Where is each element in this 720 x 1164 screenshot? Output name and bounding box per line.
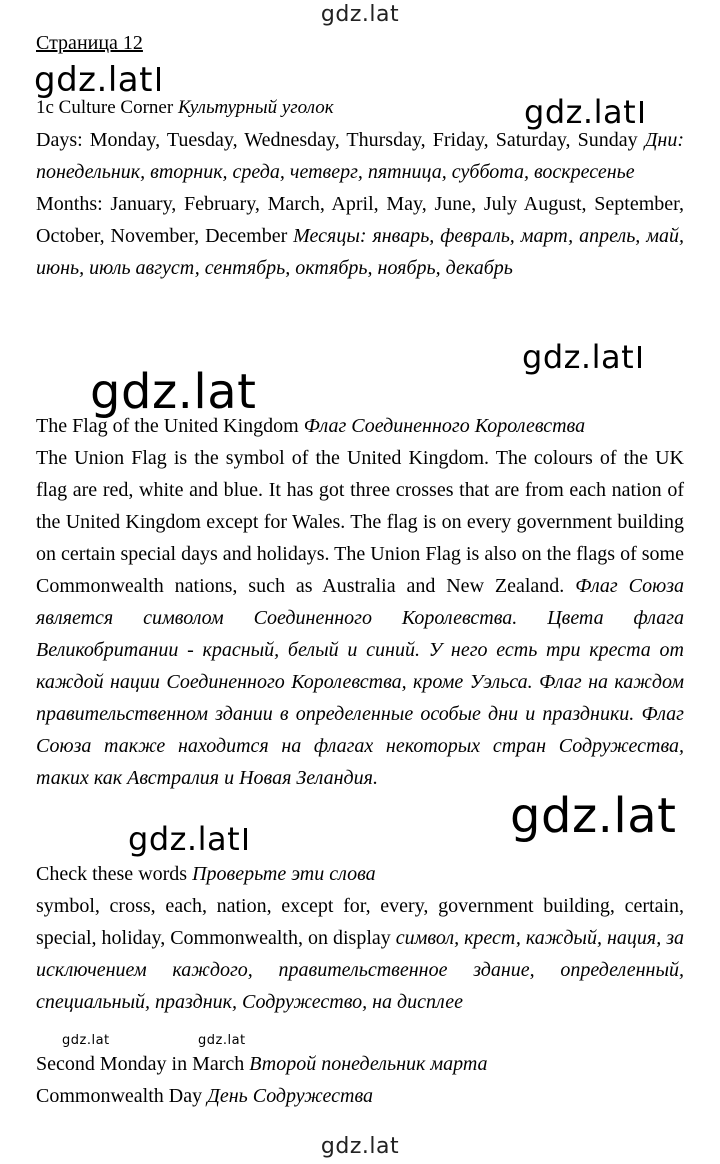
heading-en: The Flag of the United Kingdom xyxy=(36,415,299,437)
flag-text-en: The Union Flag is the symbol of the United Kingdom. The colours of the UK flag are red, white and blue. It has got three crosses that are from each nation of the United Kingdom except for Wales. The flag is on every government building on certain special days and holidays. The Union Flag is also on the flags of some Commonwealth nations, such as Australia and New Zealand. xyxy=(36,447,684,597)
page-title: Страница 12 xyxy=(36,32,143,54)
days-en: Days: Monday, Tuesday, Wednesday, Thursday, Friday, Saturday, Sunday xyxy=(36,129,638,151)
line2-ru: День Содружества xyxy=(207,1085,373,1107)
section-heading xyxy=(36,858,684,890)
watermark: gdz.lat xyxy=(90,364,257,420)
heading-ru: Культурный уголок xyxy=(177,97,334,118)
holiday-line xyxy=(36,1080,684,1112)
section-heading xyxy=(36,410,684,442)
watermark-bottom: gdz.lat xyxy=(320,1134,400,1159)
commonwealth-section xyxy=(36,1048,684,1112)
watermark-text: gdz.lat xyxy=(34,60,153,100)
months-paragraph xyxy=(36,188,684,284)
words-ru: символ, крест, каждый, нация, за исключением каждого, правительственное здание, определенный, специальный, праздник, Содружество, на дисплее xyxy=(36,927,685,1013)
watermark-small: gdz.lat xyxy=(198,1033,246,1048)
line1-en: Second Monday in March xyxy=(36,1053,245,1075)
heading-ru: Проверьте эти слова xyxy=(192,863,376,885)
watermark-text: gdz.lat xyxy=(128,820,241,858)
line1-ru: Второй понедельник марта xyxy=(249,1053,488,1075)
date-line xyxy=(36,1048,684,1080)
watermark xyxy=(522,338,641,376)
watermark-small: gdz.lat xyxy=(62,1033,110,1048)
watermark xyxy=(128,820,247,858)
flag-section xyxy=(36,410,684,794)
line2-en: Commonwealth Day xyxy=(36,1085,203,1107)
watermark-cursor-mark xyxy=(244,828,247,850)
watermark-cursor-mark xyxy=(638,346,641,368)
heading-en: 1c Culture Corner xyxy=(36,97,174,118)
watermark-top: gdz.lat xyxy=(320,2,400,27)
flag-paragraph xyxy=(36,442,684,794)
heading-ru: Флаг Соединенного Королевства xyxy=(303,415,586,437)
watermark: gdz.lat xyxy=(510,788,677,844)
words-paragraph xyxy=(36,890,684,1018)
months-ru: Месяцы: январь, февраль, март, апрель, май, июнь, июль август, сентябрь, октябрь, ноябрь, декабрь xyxy=(36,225,684,279)
flag-text-ru: Флаг Союза является символом Соединенного Королевства. Цвета флага Великобритании - красный, белый и синий. У него есть три креста от каждой нации Соединенного Королевства, кроме Уэльса. Флаг на каждом правительственном здании в определенные особые дни и праздники. Флаг Союза также находится на флагах некоторых стран Содружества, таких как Австралия и Новая Зеландия. xyxy=(36,575,685,789)
culture-corner-section xyxy=(36,92,684,284)
section-heading xyxy=(36,92,684,124)
watermark-cursor-mark xyxy=(157,67,160,91)
watermark-text: gdz.lat xyxy=(524,93,637,131)
days-ru: Дни: понедельник, вторник, среда, четверг, пятница, суббота, воскресенье xyxy=(36,129,685,183)
watermark-text: gdz.lat xyxy=(522,338,635,376)
words-en: symbol, cross, each, nation, except for, every, government building, certain, special, holiday, Commonwealth, on display xyxy=(36,895,684,949)
days-paragraph xyxy=(36,124,684,188)
check-words-section xyxy=(36,858,684,1018)
months-en: Months: January, February, March, April, May, June, July August, September, October, November, December xyxy=(36,193,684,247)
heading-en: Check these words xyxy=(36,863,188,885)
